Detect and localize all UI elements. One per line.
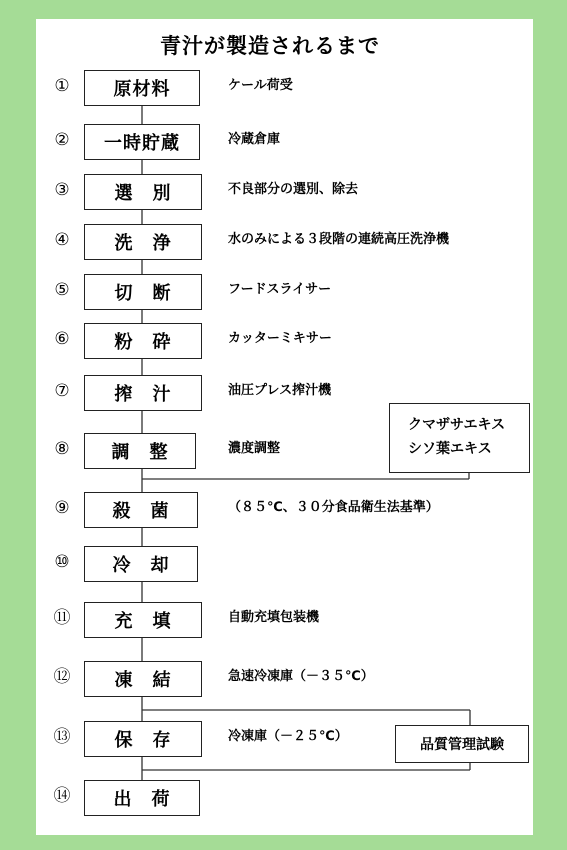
step-box: 原材料 bbox=[84, 70, 200, 106]
step-number: ⑦ bbox=[54, 381, 70, 401]
step-box: 洗 浄 bbox=[84, 224, 202, 260]
step-note: フードスライサー bbox=[228, 282, 332, 297]
step-number: ① bbox=[54, 76, 70, 96]
quality-test-box bbox=[395, 725, 529, 763]
step-number: ⑤ bbox=[54, 280, 70, 300]
step-number: ⑭ bbox=[53, 786, 71, 806]
step-number: ⑧ bbox=[54, 439, 70, 459]
step-note: 不良部分の選別、除去 bbox=[228, 182, 359, 197]
step-number: ⑫ bbox=[53, 667, 71, 687]
step-box: 粉 砕 bbox=[84, 323, 202, 359]
step-number: ⑨ bbox=[54, 498, 70, 518]
step-note: 油圧プレス搾汁機 bbox=[228, 383, 332, 398]
step-note: 濃度調整 bbox=[228, 441, 281, 456]
additive-line-2: シソ葉エキス bbox=[408, 441, 492, 457]
step-box: 選 別 bbox=[84, 174, 202, 210]
step-box: 充 填 bbox=[84, 602, 202, 638]
step-note: （８５℃、３０分食品衛生法基準） bbox=[228, 500, 439, 515]
step-box: 調 整 bbox=[84, 433, 196, 469]
step-number: ④ bbox=[54, 230, 70, 250]
page-title: 青汁が製造されるまで bbox=[160, 34, 380, 58]
step-note: ケール荷受 bbox=[228, 78, 293, 93]
step-number: ⑩ bbox=[54, 552, 70, 572]
additive-line-1: クマザサエキス bbox=[408, 417, 506, 433]
step-number: ⑥ bbox=[54, 329, 70, 349]
step-box: 凍 結 bbox=[84, 661, 202, 697]
step-number: ② bbox=[54, 130, 70, 150]
step-box: 一時貯蔵 bbox=[84, 124, 200, 160]
step-note: 水のみによる３段階の連続高圧洗浄機 bbox=[228, 232, 450, 247]
step-number: ⑬ bbox=[53, 727, 71, 747]
additives-box bbox=[389, 403, 530, 473]
step-note: 自動充填包装機 bbox=[228, 610, 320, 625]
step-box: 切 断 bbox=[84, 274, 202, 310]
quality-test-label: 品質管理試験 bbox=[420, 737, 504, 753]
step-note: 冷蔵倉庫 bbox=[228, 132, 281, 147]
step-box: 保 存 bbox=[84, 721, 202, 757]
step-number: ③ bbox=[54, 180, 70, 200]
step-note: 冷凍庫（－２５℃） bbox=[228, 729, 348, 744]
step-box: 冷 却 bbox=[84, 546, 198, 582]
step-note: カッターミキサー bbox=[228, 331, 332, 346]
step-box: 出 荷 bbox=[84, 780, 200, 816]
step-note: 急速冷凍庫（－３５℃） bbox=[228, 669, 374, 684]
step-number: ⑪ bbox=[53, 608, 71, 628]
step-box: 殺 菌 bbox=[84, 492, 198, 528]
step-box: 搾 汁 bbox=[84, 375, 202, 411]
